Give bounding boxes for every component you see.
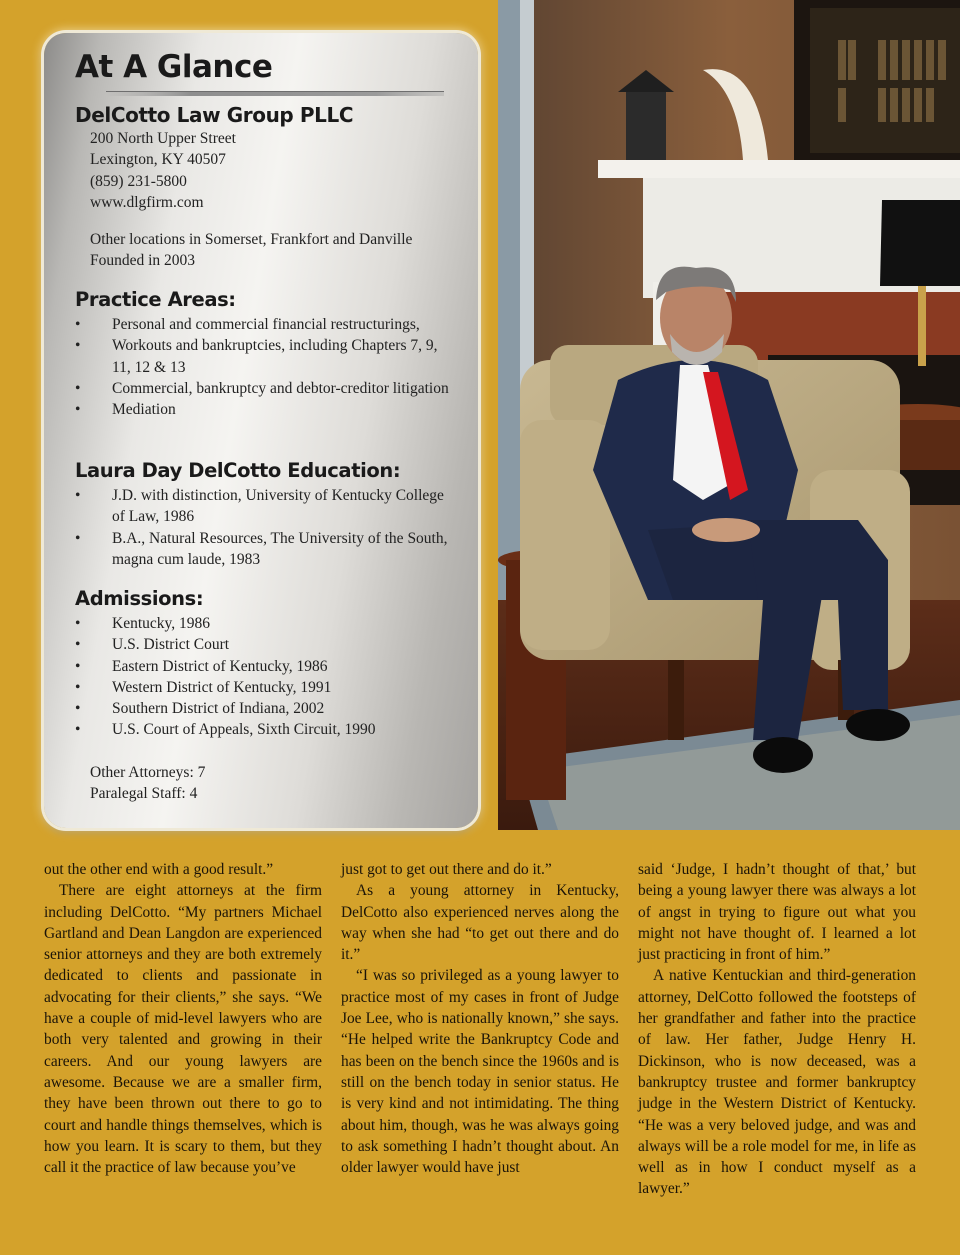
article-column-2	[341, 859, 619, 1178]
firm-other-locations: Other locations in Somerset, Frankfort and Danville	[90, 231, 413, 249]
article-paragraph: said ‘Judge, I hadn’t thought of that,’ but being a young lawyer there was always a lot of angst in trying to figure out what you might not have thought of. I learned a lot just practicing in front of him.”	[638, 861, 916, 964]
article-column-3	[638, 859, 916, 1200]
article-paragraph: A native Kentuckian and third-generation attorney, DelCotto followed the footsteps of her grandfather and father into the practice of law. Her father, Judge Henry H. Dickinson, who is now deceased, was a bankruptcy trustee and former bankruptcy judge in the Western District of Kentucky. “He was a very beloved judge, and was and always will be a role model for me, in life as well as in how I conduct myself as a lawyer.”	[638, 967, 916, 1198]
admissions-heading: Admissions:	[75, 587, 204, 610]
other-attorneys-count: Other Attorneys: 7	[90, 764, 206, 781]
bullet-icon: •	[75, 721, 81, 739]
bullet-icon: •	[75, 636, 81, 654]
education-list	[75, 485, 455, 570]
portrait-illustration	[498, 0, 960, 830]
firm-address-street: 200 North Upper Street	[90, 130, 236, 147]
article-column-1	[44, 859, 322, 1178]
list-item: • Kentucky, 1986	[75, 613, 455, 634]
list-item: • Southern District of Indiana, 2002	[75, 698, 455, 719]
staff-counts	[90, 762, 205, 805]
bullet-icon: •	[75, 529, 81, 547]
firm-contact	[90, 128, 412, 272]
portrait-photo	[498, 0, 960, 830]
at-a-glance-box	[44, 33, 478, 828]
list-item: • Workouts and bankruptcies, including Chapters 7, 9, 11, 12 & 13	[75, 337, 438, 376]
bullet-icon: •	[75, 337, 81, 355]
paralegal-staff-count: Paralegal Staff: 4	[90, 785, 198, 803]
firm-website: www.dlgfirm.com	[90, 193, 204, 211]
list-item: • J.D. with distinction, University of Kentucky College of Law, 1986	[75, 487, 444, 526]
bullet-icon: •	[75, 316, 81, 333]
article-paragraph: just got to get out there and do it.”	[341, 861, 552, 878]
list-item: • Personal and commercial financial restructurings,	[75, 314, 455, 335]
firm-founded: Founded in 2003	[90, 252, 196, 270]
admissions-list	[75, 613, 455, 741]
bullet-icon: •	[75, 487, 81, 504]
bullet-icon: •	[75, 401, 81, 419]
firm-address-city: Lexington, KY 40507	[90, 151, 226, 169]
list-item: • Eastern District of Kentucky, 1986	[75, 656, 455, 677]
bullet-icon: •	[75, 657, 81, 675]
glance-title: At A Glance	[75, 49, 273, 85]
bullet-icon: •	[75, 678, 81, 696]
list-item: • U.S. Court of Appeals, Sixth Circuit, 1990	[75, 719, 455, 740]
article-paragraph: “I was so privileged as a young lawyer to practice most of my cases in front of Judge Joe Lee, who is nationally known,” she says. “He helped write the Bankruptcy Code and has been on the bench since the 1960s and is still on the bench today in senior status. He is very kind and not intimidating. The thing about him, though, was he was always going to ask something I hadn’t thought about. An older lawyer would have just	[341, 967, 619, 1177]
education-heading: Laura Day DelCotto Education:	[75, 459, 401, 482]
firm-name: DelCotto Law Group PLLC	[75, 103, 354, 127]
bullet-icon: •	[75, 615, 81, 632]
practice-areas-list	[75, 314, 455, 420]
practice-areas-heading: Practice Areas:	[75, 288, 236, 311]
list-item: • U.S. District Court	[75, 634, 455, 655]
list-item: • Mediation	[75, 399, 455, 420]
article-paragraph: As a young attorney in Kentucky, DelCotto also experienced nerves along the way when she had “to get out there and do it.”	[341, 882, 619, 964]
firm-phone: (859) 231-5800	[90, 172, 187, 190]
title-divider	[106, 91, 444, 96]
bullet-icon: •	[75, 700, 81, 718]
list-item: • Western District of Kentucky, 1991	[75, 677, 455, 698]
list-item: • B.A., Natural Resources, The University of the South, magna cum laude, 1983	[75, 529, 448, 568]
list-item: • Commercial, bankruptcy and debtor-creditor litigation	[75, 378, 455, 399]
article-paragraph: There are eight attorneys at the firm including DelCotto. “My partners Michael Gartland and Dean Langdon are experienced senior attorneys and they are both extremely dedicated to clients and passionate in advocating for their clients,” she says. “We have a couple of mid-level lawyers who are both very talented and growing in their careers. And our young lawyers are awesome. Because we are a smaller firm, they have been thrown out there to go to court and handle things themselves, which is how you learn. It is scary to them, but they call it the practice of law because you’ve	[44, 882, 322, 1177]
article-paragraph: out the other end with a good result.”	[44, 861, 274, 878]
bullet-icon: •	[75, 379, 81, 397]
